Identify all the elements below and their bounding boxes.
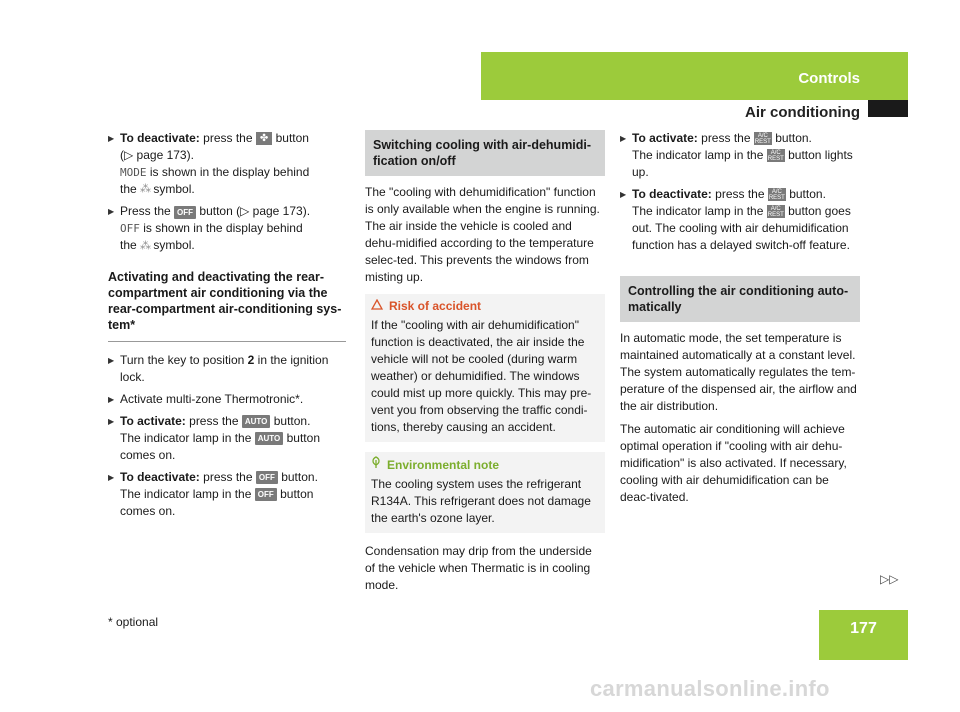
fan-button-icon: ✤ (256, 132, 272, 145)
step-text: is shown in the display behind (143, 221, 303, 236)
step-text: symbol. (153, 238, 195, 253)
auto-paragraph-1: In automatic mode, the set temperature is maintained automatically at a constant level. The system automatically regulates the tem-perature of the dispensed air, the airflow and the air distribution. (620, 331, 857, 413)
step-text: press the (701, 131, 751, 145)
section-title: Controls (798, 70, 860, 87)
step-activate-auto (108, 413, 346, 464)
display-off-text: OFF (120, 222, 140, 236)
fan-icon: ⁂ (140, 239, 151, 252)
step-label: To activate: (120, 413, 186, 428)
ac-sublabel: REST (754, 139, 771, 146)
step-text: press the (203, 131, 253, 145)
step-text: is shown in the display behind (149, 165, 310, 179)
step-text: button (▷ page 173). (199, 204, 311, 219)
ac-label: A/C (770, 206, 781, 213)
step-text: The indicator lamp in the (120, 430, 252, 445)
step-deactivate-fan (108, 130, 346, 198)
auto-button-icon: AUTO (242, 415, 271, 428)
step-text: press the (189, 413, 239, 428)
page-ref: (▷ page 173). (120, 148, 194, 162)
step-text: button (280, 486, 314, 501)
step-turn-key (108, 352, 346, 386)
risk-title: Risk of accident (389, 299, 482, 313)
step-text: comes on. (120, 447, 176, 462)
off-button-icon: OFF (255, 488, 277, 501)
ac-sublabel: REST (767, 212, 784, 219)
off-button-icon: OFF (256, 471, 278, 484)
warning-triangle-icon (371, 298, 383, 315)
step-label: To deactivate: (632, 187, 712, 201)
ac-label: A/C (770, 150, 781, 157)
watermark: carmanualsonline.info (590, 676, 830, 701)
ac-label: A/C (757, 133, 768, 140)
step-text: press the (715, 187, 765, 201)
step-text: button goes out. The cooling with air dehumidification function has a delayed switch-off feature. (632, 204, 851, 252)
step-label: To deactivate: (120, 131, 200, 145)
page-number-box (819, 610, 908, 660)
display-mode-text: MODE (120, 166, 147, 179)
thumb-tab (868, 100, 908, 117)
step-text: symbol. (153, 182, 195, 196)
condensation-paragraph: Condensation may drip from the underside of the vehicle when Thermatic is in cooling mode. (365, 544, 592, 592)
risk-note-header (371, 298, 599, 315)
step-text: the (120, 182, 137, 196)
column-middle (365, 130, 605, 600)
page-subtitle: Air conditioning (745, 104, 860, 121)
step-text: comes on. (120, 503, 176, 518)
environmental-title: Environmental note (387, 457, 500, 472)
step-text: button lights up. (632, 148, 853, 179)
risk-text: If the "cooling with air dehumidification" function is deactivated, the air inside the vehicle will not be cooled (during warm weather) or dehumidified. The windows could mist up more quickly. This may pre-vent you from observing the traffic condi-tions, thereby causing an accident. (371, 318, 592, 434)
step-text: Activate multi-zone Thermotronic*. (120, 391, 304, 406)
auto-control-heading: Controlling the air conditioning auto-matically (620, 276, 860, 322)
ac-button-icon (754, 132, 772, 145)
key-position: 2 (247, 352, 255, 367)
page-number: 177 (850, 620, 877, 637)
step-text: button. (273, 413, 311, 428)
ac-sublabel: REST (767, 156, 784, 163)
step-text: Press the (120, 204, 171, 219)
ac-sublabel: REST (768, 195, 785, 202)
risk-note (365, 294, 605, 442)
step-text: in the ignition lock. (120, 352, 329, 384)
column-right (620, 130, 860, 512)
step-text: button. (789, 187, 826, 201)
step-text: Turn the key to position (120, 352, 245, 367)
step-text: The indicator lamp in the (632, 204, 764, 218)
step-text: The indicator lamp in the (632, 148, 764, 162)
step-deactivate-ac (620, 186, 860, 254)
column-left (108, 130, 346, 525)
step-text: button (286, 430, 320, 445)
step-text: press the (203, 469, 253, 484)
environmental-text: The cooling system uses the refrigerant R134A. This refrigerant does not damage the earth's ozone layer. (371, 477, 591, 525)
environmental-note (365, 452, 605, 533)
step-text: button. (281, 469, 318, 484)
cooling-paragraph: The "cooling with dehumidification" function is only available when the engine is running. The air inside the vehicle is cooled and dehu-midified according to the temperature selec-ted. This prevents the windows from misting up. (365, 185, 600, 284)
step-text: the (120, 238, 137, 253)
step-label: To activate: (632, 131, 698, 145)
off-button-icon: OFF (174, 206, 196, 219)
footnote: * optional (108, 615, 159, 629)
step-text: The indicator lamp in the (120, 486, 252, 501)
step-label: To deactivate: (120, 469, 200, 484)
step-activate-thermotronic (108, 391, 346, 408)
step-activate-ac (620, 130, 860, 181)
continue-marker: ▷▷ (880, 572, 899, 586)
environmental-note-header (371, 456, 599, 474)
fan-icon: ⁂ (140, 183, 151, 196)
ac-button-icon (767, 205, 785, 218)
step-text: button. (775, 131, 812, 145)
cooling-heading: Switching cooling with air-dehumidi-fication on/off (365, 130, 605, 176)
section-header-bar (481, 52, 908, 100)
auto-paragraph-2: The automatic air conditioning will achieve optimal operation if "cooling with air dehu-midification" is also activated. If necessary, cooling with air dehumidification can be deac-tivated. (620, 422, 847, 504)
step-press-off (108, 203, 346, 254)
ac-button-icon (767, 149, 785, 162)
ac-label: A/C (771, 189, 782, 196)
ac-button-icon (768, 188, 786, 201)
leaf-bulb-icon (371, 456, 381, 474)
step-deactivate-off (108, 469, 346, 520)
rear-ac-heading: Activating and deactivating the rear-compartment air conditioning via the rear-compartment air-conditioning sys-tem* (108, 269, 346, 342)
auto-button-icon: AUTO (255, 432, 284, 445)
step-text: button (275, 131, 309, 145)
